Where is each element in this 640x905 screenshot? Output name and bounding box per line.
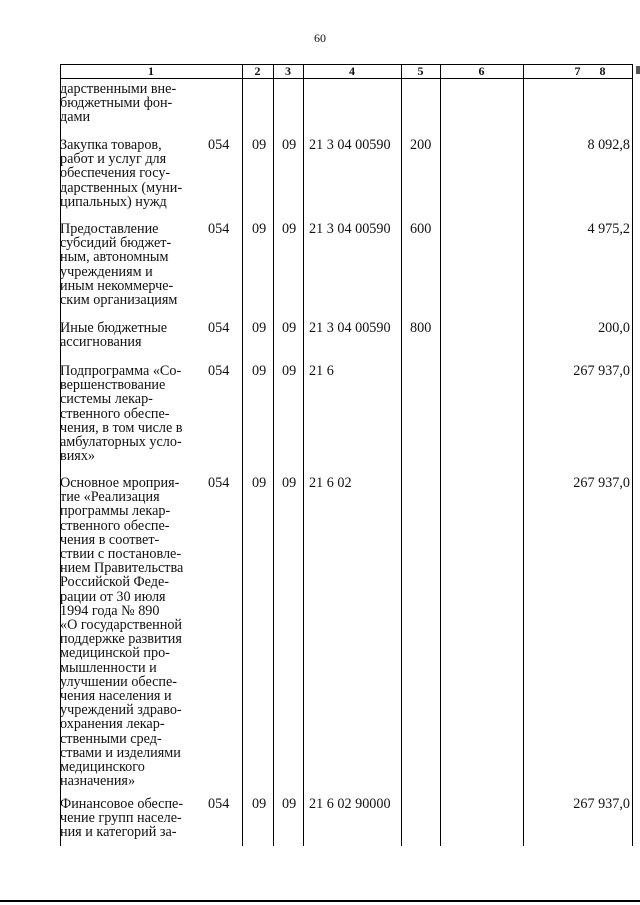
- column-header-1: 1: [148, 64, 154, 78]
- row-name-cell: Основное мроприя- тие «Реализация программы лекар- ственного обеспе- чения в соответ- ствии с постановле- нием Правительства Российской Феде- рации от 30 июля 1994 года № 890 «О государственной поддержке развития медицинской про- мышленности и улучшении обеспе- чения населения и учреждений здраво- охранения лекар- ственными сред- ствами и изделиями медицинского назначения»: [60, 475, 184, 790]
- column-header-5: 5: [417, 64, 424, 78]
- chapter-code-cell: 054: [208, 796, 230, 812]
- chapter-code-cell: 054: [208, 320, 230, 336]
- target-item-cell: 21 3 04 00590: [309, 221, 391, 237]
- subsection-cell: 09: [282, 475, 297, 491]
- amount-cell: 8 092,8: [587, 137, 630, 153]
- column-header-2: 2: [254, 64, 261, 78]
- section-cell: 09: [252, 363, 267, 379]
- chapter-code-cell: 054: [208, 475, 230, 491]
- row-name-cell: дарственными вне- бюджетными фон- дами: [60, 81, 177, 126]
- subsection-cell: 09: [282, 363, 297, 379]
- row-name-cell: Финансовое обеспе- чение групп населе- ния и категорий за-: [60, 796, 184, 841]
- column-divider: [523, 64, 524, 846]
- subsection-cell: 09: [282, 137, 297, 153]
- target-item-cell: 21 6 02 90000: [309, 796, 391, 812]
- header-bottom-border: [60, 78, 632, 79]
- page-number: 60: [314, 31, 326, 45]
- column-header-3: 3: [285, 64, 291, 78]
- column-divider: [303, 64, 304, 846]
- amount-cell: 267 937,0: [573, 475, 630, 491]
- section-cell: 09: [252, 796, 267, 812]
- column-divider: [401, 64, 402, 846]
- amount-cell: 4 975,2: [587, 221, 630, 237]
- row-name-cell: Предоставление субсидий бюджет- ным, автономным учреждениям и иным некоммерче- ским организациям: [60, 221, 178, 309]
- subsection-cell: 09: [282, 221, 297, 237]
- row-name-cell: Закупка товаров, работ и услуг для обеспечения госу- дарственных (муни- ципальных) нужд: [60, 137, 183, 210]
- expense-type-cell: 800: [410, 320, 432, 336]
- expense-type-cell: 200: [410, 137, 432, 153]
- amount-cell: 200,0: [598, 320, 630, 336]
- column-header-8: 8: [599, 64, 606, 78]
- chapter-code-cell: 054: [208, 221, 230, 237]
- chapter-code-cell: 054: [208, 363, 230, 379]
- column-divider: [440, 64, 441, 846]
- section-cell: 09: [252, 221, 267, 237]
- scan-bottom-edge: [0, 900, 640, 902]
- column-header-4: 4: [349, 64, 355, 78]
- subsection-cell: 09: [282, 320, 297, 336]
- chapter-code-cell: 054: [208, 137, 230, 153]
- section-cell: 09: [252, 320, 267, 336]
- amount-cell: 267 937,0: [573, 363, 630, 379]
- amount-cell: 267 937,0: [573, 796, 630, 812]
- expense-type-cell: 600: [410, 221, 432, 237]
- row-name-cell: Иные бюджетные ассигнования: [60, 320, 168, 351]
- section-cell: 09: [252, 137, 267, 153]
- scan-edge-mark: [636, 66, 640, 74]
- budget-table: [60, 64, 632, 846]
- subsection-cell: 09: [282, 796, 297, 812]
- column-header-7: 7: [574, 64, 581, 78]
- target-item-cell: 21 3 04 00590: [309, 320, 391, 336]
- row-name-cell: Подпрограмма «Со- вершенствование системы лекар- ственного обеспе- чения, в том числе в амбулаторных усло- виях»: [60, 363, 183, 465]
- column-divider: [273, 64, 274, 846]
- target-item-cell: 21 6: [309, 363, 334, 379]
- column-divider: [632, 64, 633, 846]
- target-item-cell: 21 6 02: [309, 475, 352, 491]
- section-cell: 09: [252, 475, 267, 491]
- column-header-6: 6: [478, 64, 485, 78]
- target-item-cell: 21 3 04 00590: [309, 137, 391, 153]
- column-divider: [242, 64, 243, 846]
